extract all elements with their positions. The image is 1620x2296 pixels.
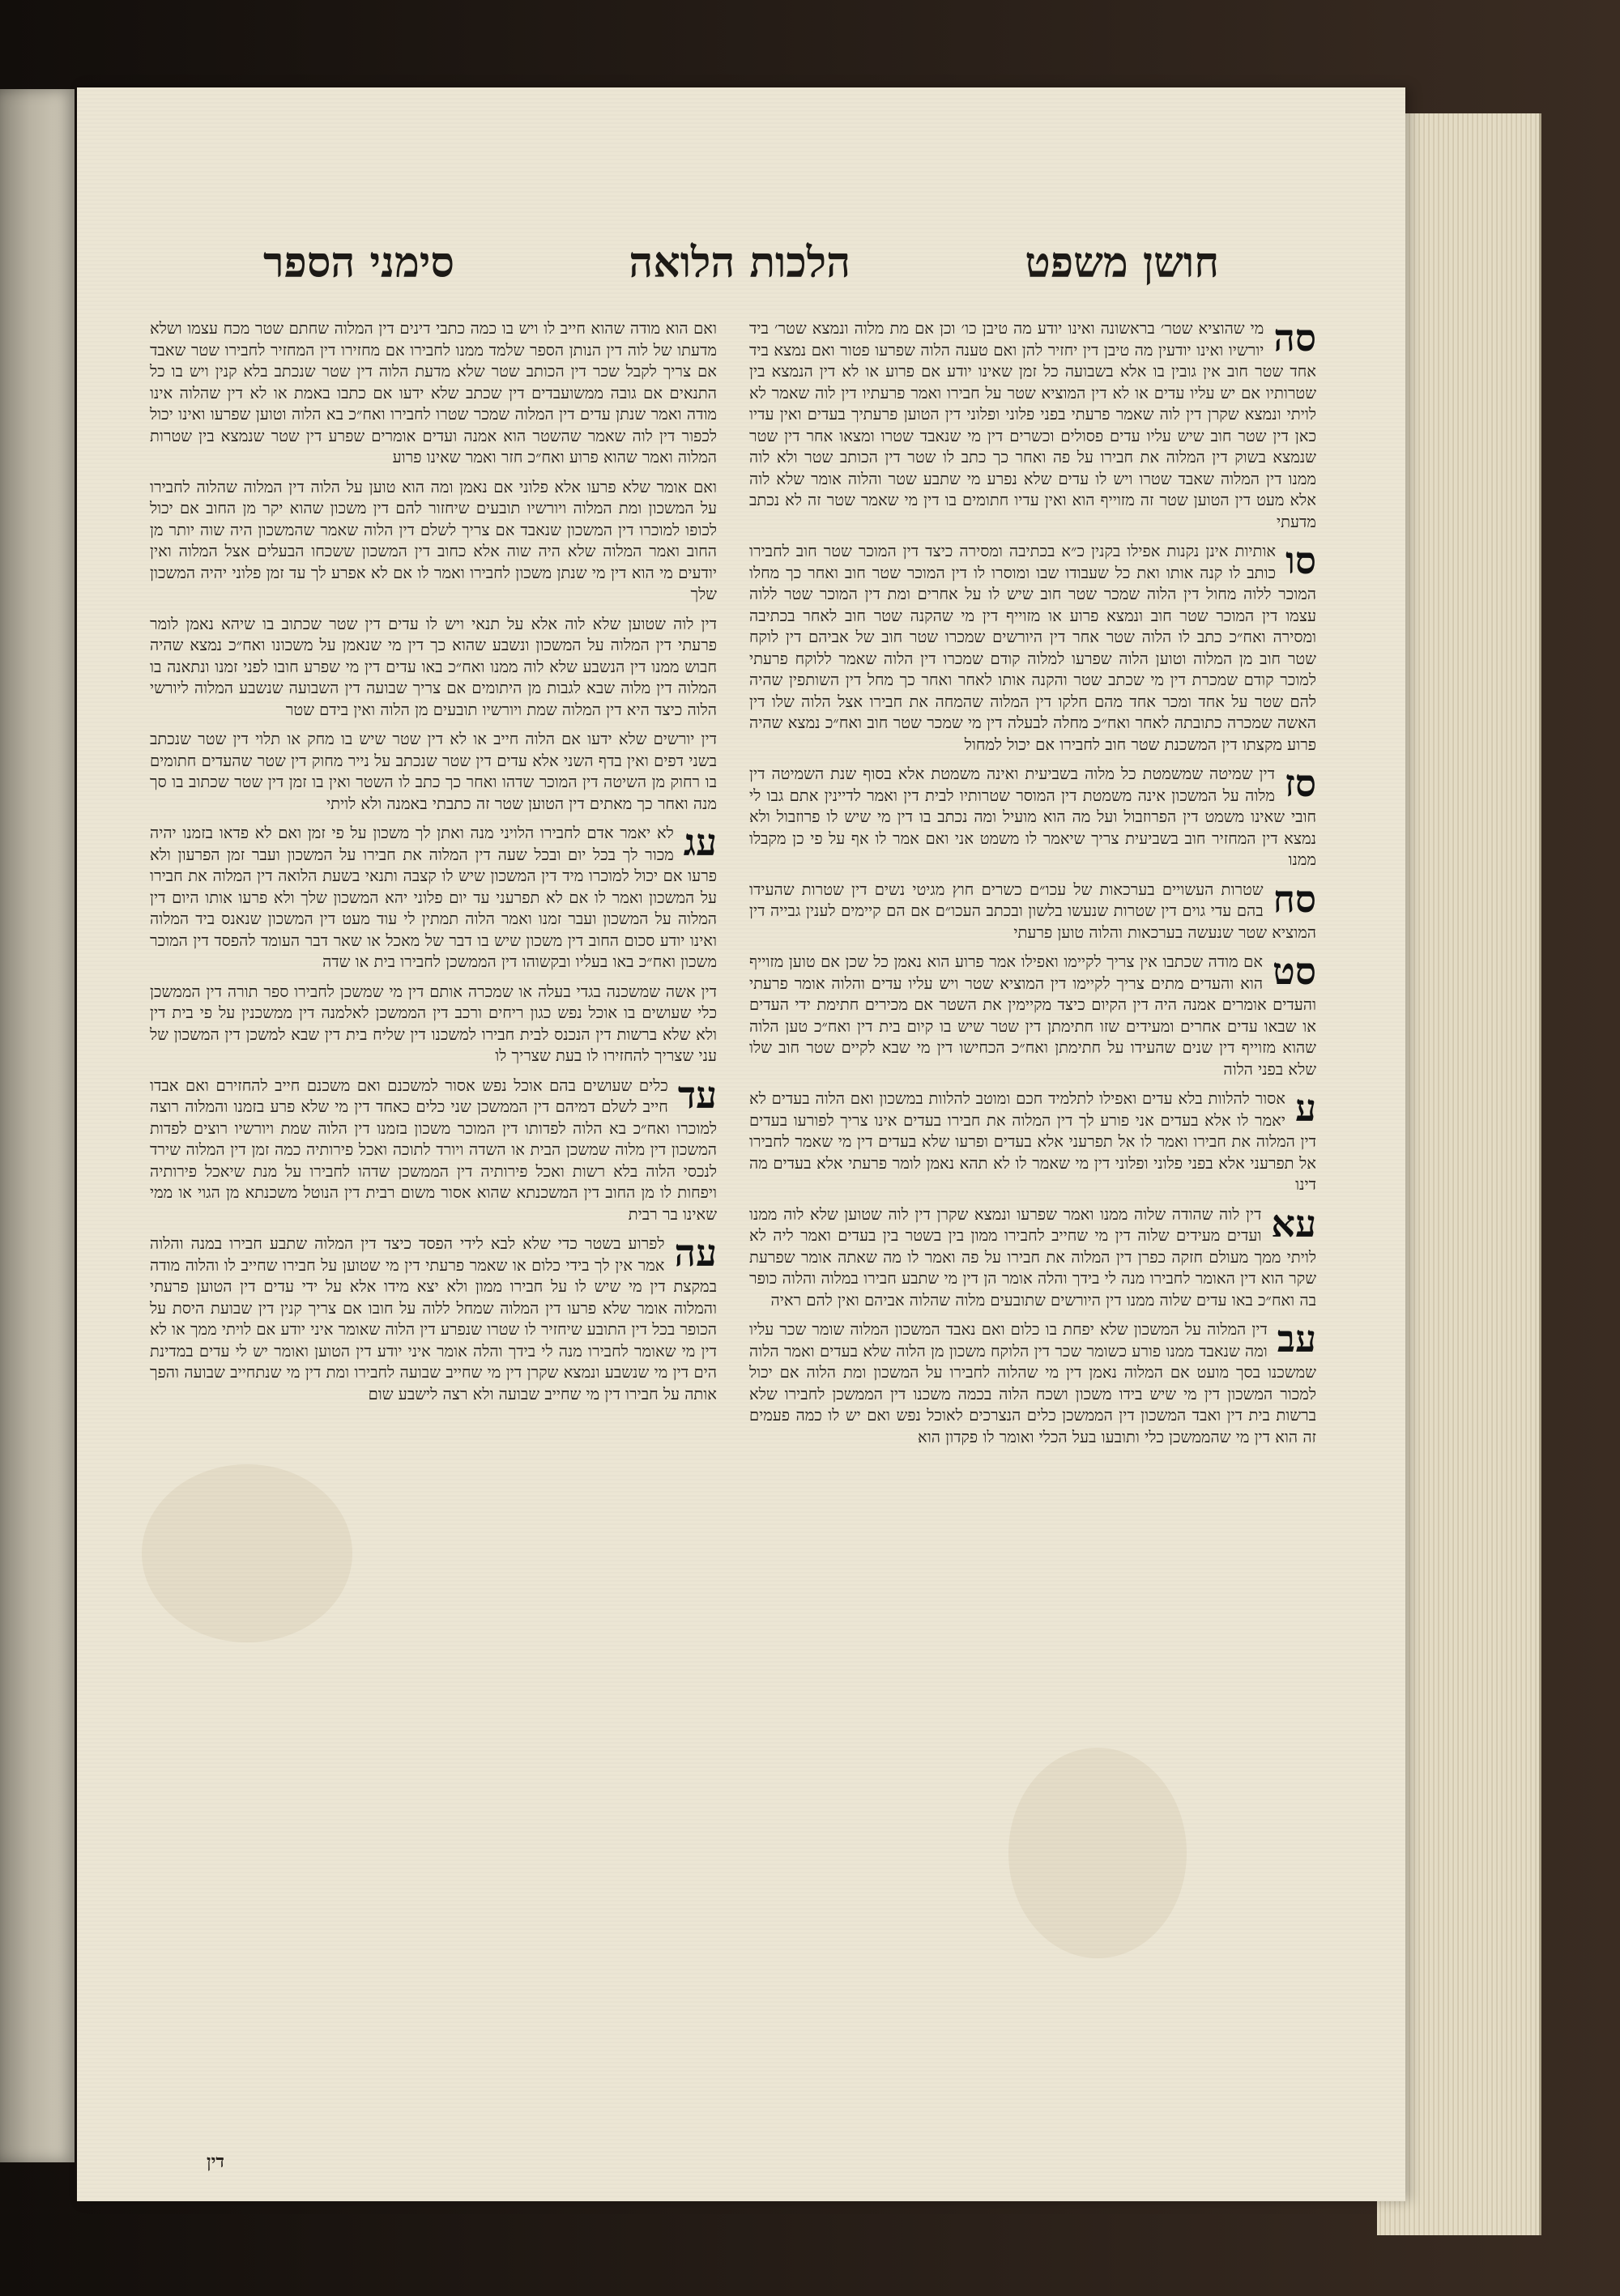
siman-text: דין לוה שטוען שלא לוה אלא על תנאי ויש לו עדים דין שטר שכתוב בו שיהא נאמן לומר פרעתי דין המלוה על המשכון ונשבע שהוא כך דין מי שנאמן על משכונו ואח״כ נמצא שהיה חבוש ממנו דין הנשבע שלא לוה ממנו ואח״כ באו עדים דין מי שפרע חובו לפני זמנו ונתאנה בו המלוה דין מלוה שבא לגבות מן היתומים אם צריך שבועה דין השבועה שנשבע המלוה ליורשי הלוה כיצד היא דין המלוה שמת ויורשיו תובעים מן הלוה ואין בידם שטר xyxy=(150,614,717,719)
siman-section xyxy=(150,729,717,815)
siman-text: כלים שעושים בהם אוכל נפש אסור למשכנם ואם משכנם חייב להחזירם ואם אבדו חייב לשלם דמיהם דין הממשכן שני כלים כאחד דין מי שלא פרע בזמנו והמלוה רוצה למוכרו ואח״כ בא הלוה לפדותו דין המוכר משכון בזמנו דין הלוה שמת ויורשיו רוצים לפדות המשכון דין מלוה שמשכן הבית או השדה ויורד לתוכה ואכל פירותיה כמה זמן דין המלוה שירד לנכסי הלוה בלא רשות ואכל פירותיה דין הממשכן שדהו לחבירו על מנת שיאכל פירותיה ויפחות לו מן החוב דין המשכנתא שהוא אסור משום רבית דין הנוטל משכנתא מן הגוי או ממי שאינו בר רבית xyxy=(150,1076,717,1224)
siman-number: סז xyxy=(1285,761,1316,805)
siman-section xyxy=(749,761,1316,871)
siman-text: לא יאמר אדם לחבירו הלויני מנה ואתן לך משכון על פי זמן ואם לא פדאו בזמנו יהיה מכור לך בכל יום ובכל שעה דין המלוה את חבירו על המשכון ועבר זמן הפרעון ולא פרעו אם יכול למוכרו מיד דין המשכון שיש לו קצבה ותנאי בשעת הלואה דין המלוה את חבירו על המשכון ואמר לו אם לא תפרעני עד יום פלוני יהא המשכון שלך ולא פרעו אותו היום דין המלוה על המשכון ועבר זמנו ואמר הלוה תמתין לי עוד מעט דין המשכון שנאנס ביד המלוה ואינו יודע סכום החוב דין משכון שיש בו דבר של מאכל או שאר דבר העומד להפסד דין המוכר משכון ואח״כ באו בעליו ובקשוהו דין הממשכן לחבירו בית או שדה xyxy=(150,824,717,971)
siman-text: שטרות העשויים בערכאות של עכו״ם כשרים חוץ מגיטי נשים דין שטרות שהעידו בהם עדי גוים דין שטרות שנעשו בלשון ובכתב העכו״ם אם הם קיימים לענין גבייה דין המוציא שטר שנעשה בערכאות והלוה טוען פרעתי xyxy=(749,880,1316,942)
siman-number: סה xyxy=(1273,318,1316,360)
siman-number: עג xyxy=(683,820,717,864)
facing-page-edge xyxy=(0,89,75,2162)
siman-number: עה xyxy=(674,1231,717,1275)
siman-text: דין לוה שהודה שלוה ממנו ואמר שפרעו ונמצא שקרן דין לוה שטוען שלא לוה ממנו ועדים מעידים שלוה דין מי שחייב לחבירו ממון בין בשטר בין בעדים ואמר ליה לא לויתי ממך מעולם חזקה כפרן דין המלוה את חבירו על פה ואמר לו מה שאתה אומר שפרעת שקר הוא דין האומר לחבירו מנה לי בידך והלה אומר הן דין מי שתבע חבירו במלוה והלוה כופר בה ואח״כ באו עדים שלוה ממנו דין היורשים שתובעים מלוה שהלוה אביהם ואין להם ראיה xyxy=(749,1204,1316,1310)
right-column xyxy=(749,318,1316,2173)
siman-section xyxy=(749,1088,1316,1196)
siman-text: אם מודה שכתבו אין צריך לקיימו ואפילו אמר פרוע הוא נאמן כל שכן אם טוען מזוייף הוא והעדים מתים צריך לקיימו דין המוציא שטר ויש עליו עדים והלוה אומר פרעתי והעדים אומרים אמנה היה דין הקיום כיצד מקיימין את השטר אם מכירים חתימת ידי העדים או שבאו עדים אחרים ומעידים שזו חתימתן דין שטר שיש בו קיום בית דין ואח״כ טען הלוה שהוא מזוייף דין שנים שהעידו על חתימתן ואח״כ הכחישו דין מי שבא לקיים שטר חוב שלו שלא בפני הלוה xyxy=(749,952,1316,1079)
siman-number: סח xyxy=(1273,876,1316,921)
siman-number: עב xyxy=(1277,1317,1316,1361)
header-title-left: חושן משפט xyxy=(1025,237,1219,288)
left-column xyxy=(150,318,717,2173)
siman-number: סט xyxy=(1273,949,1316,993)
book-page xyxy=(77,87,1405,2201)
header-title-center: הלכות הלואה xyxy=(629,237,851,288)
siman-text: מי שהוציא שטר׳ בראשונה ואינו יודע מה טיבן כו׳ וכן אם מת מלוה ונמצא שטר׳ ביד יורשיו ואינו יודעין מה טיבן דין יחזיר להן ואם טענה הלוה שפרעו פטור ואם נמצא ביד אחד שטר חוב אין גובין בו אלא בשבועה כל זמן שאינו יודע אם פרוע או לא דין הנמצא בין שטרותיו אם יש עליו עדים או לא דין המוציא שטר על חבירו ואמר פרעתיו דין לוה שאמר לא לויתי ונמצא שקרן דין לוה שאמר פרעתי בפני פלוני ופלוני דין הטוען פרעתיך בעדים ואין עדיו כאן דין שטר חוב שיש עליו עדים פסולים וכשרים דין מי שנאבד שטרו ומצאו אחר דין שטר שנמצא בשוק דין המלוה את חבירו על פה ואחר כך כתב לו שטר דין הכותב שטר ולא לוה ממנו דין המלוה שאבד שטרו ויש לו עדים שלא נפרע מי שתבע שטר והלוה אומר שלא לוה אלא מעט דין הטוען שטר זה מזוייף הוא ואין עדיו חתומים בו דין מי שאמר שטר זה לא נכתב מדעתי xyxy=(749,319,1316,531)
siman-text: אסור להלוות בלא עדים ואפילו לתלמיד חכם ומוטב להלוות במשכון ואם הלוה בעדים לא יאמר לו אלא בעדים אני פורע לך דין המלוה את חבירו בעדים אינו צריך לפורעו בעדים דין המלוה את חבירו ואמר לו אל תפרעני אלא בעדים ופרעו שלא בעדים דין מי שאמר לחבירו אל תפרעני אלא בפני פלוני ופלוני דין מי שאמר לו לא תהא נאמן לומר פרעתי אלא בעדים מה דינו xyxy=(749,1089,1316,1194)
siman-section xyxy=(150,1072,717,1226)
siman-number: ע xyxy=(1294,1086,1316,1130)
siman-section xyxy=(749,949,1316,1080)
header-title-right: סימני הספר xyxy=(263,237,455,288)
siman-section xyxy=(150,1233,717,1405)
siman-section xyxy=(150,820,717,973)
siman-section xyxy=(749,1201,1316,1312)
siman-text: ואם אומר שלא פרעו אלא פלוני אם נאמן ומה הוא טוען על הלוה דין המלוה שהלוה לחבירו על המשכון ומת המלוה ויורשיו תובעים שיחזור להם דין משכון שהוא יקר מן החוב אם יכול לכופו למוכרו דין המשכון שנאבד אם צריך לשלם דין הלוה שאמר שהמשכון היה שוה יותר מן החוב ואמר המלוה שלא היה שוה אלא כחוב דין המשכון ששכחו הבעלים אצל המלוה ואין יודעים מי הוא דין מי שנתן משכון לחבירו ואמר לו אם לא אפרע לך עד זמן פלוני יהיה המשכון שלך xyxy=(150,477,717,603)
catchword: דין xyxy=(207,2151,224,2172)
siman-text: אותיות אינן נקנות אפילו בקנין כ״א בכתיבה ומסירה כיצד דין המוכר שטר חוב לחבירו כותב לו קנה אותו ואת כל שעבודו שבו ומוסרו לו דין המוכר שטר חוב ואחר כך מחלו המוכר ללוה מחול דין הלוה שמכר שטר חוב שיש לו על אחרים ומת דין המוכר שטר ללוה עצמו דין המוכר שטר חוב ונמצא פרוע או מזוייף דין מי שהקנה שטר חוב לאחר בכתיבה ומסירה ואח״כ כתב לו הלוה שטר אחר דין היורשים שמכרו שטר חוב של אביהם דין לוקח שטר חוב מן המלוה וטוען הלוה שפרעו למלוה קודם שמכרו דין הלוה שאמר ללוקח פרעתי למוכר קודם שמכרת דין מי שכתב שטר והקנה אותו לאחר ואחר כך מחל דין השותפין שהיה להם שטר על אחד ומכר אחד מהם חלקו דין המלוה שהמחה את חבירו אצל הלוה שלו דין האשה שמכרה כתובתה לאחר ואח״כ מחלה לבעלה דין מי שמכר שטר חוב ואח״כ נמצא שהיה פרוע מקצתו דין המשכנת שטר חוב לחבירו אם יכול למחול xyxy=(749,542,1316,754)
siman-section xyxy=(749,541,1316,756)
siman-number: סו xyxy=(1285,539,1316,582)
siman-text: ואם הוא מודה שהוא חייב לו ויש בו כמה כתבי דינים דין המלוה שחתם שטר מכח עצמו ושלא מדעתו של לוה דין הנותן הספר שלמד ממנו לחבירו אם מחזירו דין המחזיר לחבירו שטר שאבד אם צריך לקבל שכר דין הכותב שטר שלא מדעת הלוה דין שטר שנכתב בלא קנין ויש בו כל התנאים אם גובה ממשועבדים דין שכתב שלא ידעו אם כתבו באמת או לא דין שהלוה אינו מודה ואמר שנתן עדים דין המלוה שמכר שטרו לחבירו ואח״כ בא הלוה וטוען שפרעו ואינו יכול לכפור דין לוה שאמר שהשטר הוא אמנה ועדים אומרים שפרע דין שטר שנמצא בין שטרות המלוה ואמר שהוא פרוע ואח״כ חזר ואמר שאינו פרוע xyxy=(150,319,717,466)
siman-text: דין אשה שמשכנה בגדי בעלה או שמכרה אותם דין מי שמשכן לחבירו ספר תורה דין הממשכן כלי שעושים בו אוכל נפש כגון ריחים ורכב דין הממשכן לאלמנה דין ממשכנין על פי בית דין ולא שלא ברשות דין הנכנס לבית חבירו למשכנו דין שליח בית דין שבא למשכן דין המשכון של עני שצריך להחזירו לו בעת שצריך לו xyxy=(150,982,717,1065)
siman-section xyxy=(150,318,717,469)
text-columns xyxy=(150,318,1316,2173)
siman-number: עא xyxy=(1271,1201,1316,1246)
siman-number: עד xyxy=(677,1072,717,1117)
siman-text: דין המלוה על המשכון שלא יפחת בו כלום ואם נאבד המשכון המלוה שומר שכר עליו ומה שנאבד ממנו פורע כשומר שכר דין הלוקח משכון מן הלוה שלא בעדים ואמר הלוה שמשכנו בסך מועט אם המלוה נאמן דין מי שהלוה לחבירו על המשכון ומת הלוה אם יכול למכור המשכון דין מי שיש בידו משכון ושכח הלוה בכמה משכנו דין הממשכן לחבירו שלא ברשות בית דין ואבד המשכון דין הממשכן כלים הנצרכים לאוכל נפש ואם יש לו כמה פעמים זה הוא דין מי שהממשכן כלי ותובעו בעל הכלי ואומר לו פקדון הוא xyxy=(749,1320,1316,1446)
siman-section xyxy=(150,982,717,1067)
siman-section xyxy=(749,1319,1316,1448)
siman-section xyxy=(150,614,717,722)
siman-text: דין שמיטה שמשמטת כל מלוה בשביעית ואינה משמטת אלא בסוף שנת השמיטה דין מלוה על המשכון אינה משמטת דין המוסר שטרותיו לבית דין ואמר לדיינין אתם גבו לי חובי שאינו משמט דין הפרוזבול ועל מה הוא מועיל ומה נכתב בו דין מי שיש לו פרוזבול ולא נמצא דין המחזיר חוב בשביעית צריך שיאמר לו משמט אני ואם אמר לו אף על פי כן מקבלו ממנו xyxy=(749,765,1316,869)
siman-section xyxy=(749,318,1316,533)
siman-text: לפרוע בשטר כדי שלא לבא לידי הפסד כיצד דין המלוה שתבע חבירו במנה והלוה אמר אין לך בידי כלום או שאמר פרעתי דין מי שטוען על חבירו שחייב לו והלוה מודה במקצת דין מי שיש לו על חבירו ממון ולא יצא מידו אלא על ידי עדים דין הטוען פרעתי והמלוה אומר שלא פרעו דין המלוה שמחל ללוה על חובו אם צריך קנין דין שבועת היסת על הכופר בכל דין התובע שיחזיר לו שטרו שנפרע דין הלוה שאומר איני יודע אם לויתי ממך או לא דין מי שאומר לחבירו מנה לי בידך והלה אומר איני יודע דין הטוען ואומר יש לי עדים במדינת הים דין מי שנשבע ונמצא שקרן דין מי שחייב שבועה לחבירו ומת דין מי שנתחייב שבועה והפך אותה על חבירו דין מי שחייב שבועה ולא רצה לישבע שום xyxy=(150,1234,717,1404)
siman-text: דין יורשים שלא ידעו אם הלוה חייב או לא דין שטר שיש בו מחק או תלוי דין שטר שנכתב בשני דפים ואין בדף השני אלא עדים דין שטר שנכתב על נייר מחוק דין שטר שהעדים חתומים בו רחוק מן השיטה דין המוכר שדהו ואחר כך כתב לו השטר ואין בו זמן דין שטר שכתוב בו סך מנה ואחר כך מאתים דין הטוען שטר זה כתבתי באמנה ולא לויתי xyxy=(150,730,717,813)
running-header xyxy=(263,230,1219,295)
siman-section xyxy=(749,876,1316,944)
siman-section xyxy=(150,477,717,606)
